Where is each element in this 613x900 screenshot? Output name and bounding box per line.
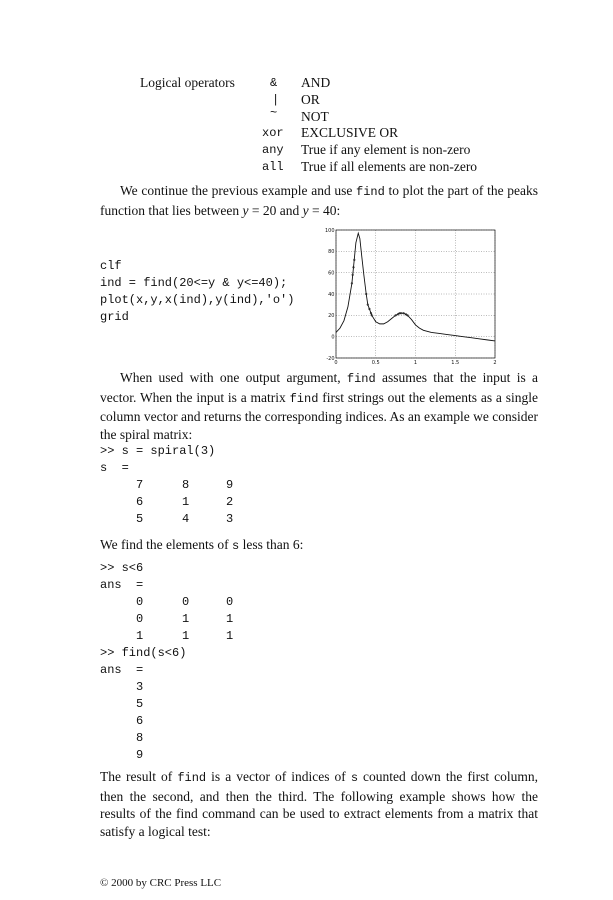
x-tick-label: 1 (413, 360, 418, 366)
vector-cell: 3 (136, 680, 144, 694)
matrix-cell: 9 (226, 478, 234, 492)
text: assumes that the input is a vector. When the input is a matrix (100, 370, 538, 405)
vector-cell: 5 (136, 697, 144, 711)
matrix-cell: 7 (136, 478, 144, 492)
operators-heading: Logical operators (140, 75, 235, 90)
matrix-cell: 1 (182, 629, 190, 643)
x-tick-label: 0.5 (371, 360, 380, 366)
paragraph-find (100, 369, 538, 443)
text: The result of (100, 769, 178, 784)
copyright-footer: © 2000 by CRC Press LLC (100, 877, 222, 889)
paragraph-less-than (100, 536, 538, 556)
inline-code: find (289, 391, 319, 406)
operator-symbol: ~ (270, 106, 278, 120)
operator-symbol: all (262, 160, 284, 174)
operator-description: OR (301, 92, 320, 107)
text: is a vector of indices of (206, 769, 351, 784)
x-tick-label: 1.5 (451, 360, 460, 366)
vector-cell: 6 (136, 714, 144, 728)
y-tick-label: 100 (324, 227, 335, 234)
operator-description: AND (301, 75, 331, 90)
y-tick-label: 40 (328, 291, 335, 298)
text: to plot the part of the peaks function that lies between (100, 183, 538, 218)
operator-symbol: | (272, 93, 280, 107)
x-tick-label: 2 (493, 360, 497, 366)
matrix-cell: 1 (226, 612, 234, 626)
matrix-cell: 1 (136, 629, 144, 643)
text: counted down the first column, then the second, and then the third. The following example shows how the results of the find command can be used to extract elements from a matrix that satisfy a logical test: (100, 769, 539, 839)
text: = 20 and (248, 202, 303, 218)
matrix-cell: 3 (226, 512, 234, 526)
operator-description: True if all elements are non-zero (301, 159, 478, 174)
paragraph-result (100, 768, 538, 840)
matrix-cell: 1 (182, 612, 190, 626)
matrix-cell: 8 (182, 478, 190, 492)
matrix-cell: 0 (182, 595, 190, 609)
math-var: y (242, 202, 249, 218)
operator-description: NOT (301, 109, 329, 124)
x-tick-label: 0 (334, 360, 338, 366)
paragraph-intro (100, 182, 538, 219)
matrix-cell: 4 (182, 512, 190, 526)
code-line: grid (100, 310, 129, 324)
inline-code: find (346, 372, 376, 386)
matrix-cell: 0 (226, 595, 234, 609)
text: We find the elements of (100, 537, 232, 552)
text: less than 6: (239, 537, 304, 552)
matrix-cell: 0 (136, 612, 144, 626)
operator-symbol: xor (262, 126, 284, 140)
matrix-cell: 6 (136, 495, 144, 509)
y-tick-label: 20 (328, 313, 335, 320)
math-var: y (302, 202, 309, 218)
operator-symbol: & (270, 76, 278, 90)
y-tick-label: 60 (328, 270, 335, 277)
y-tick-label: 80 (328, 249, 335, 256)
code-label: s = (100, 461, 129, 475)
operator-description: EXCLUSIVE OR (301, 125, 399, 140)
inline-code: s (350, 771, 359, 785)
series-line-peaks (336, 233, 495, 341)
text: = 40: (308, 202, 341, 218)
matrix-cell: 2 (226, 495, 234, 509)
vector-cell: 9 (136, 748, 144, 762)
inline-code: find (177, 771, 207, 785)
code-line: plot(x,y,x(ind),y(ind),'o') (100, 293, 295, 307)
matrix-cell: 1 (182, 495, 190, 509)
y-tick-label: -20 (326, 355, 335, 362)
matrix-cell: 5 (136, 512, 144, 526)
text: We continue the previous example and use (120, 183, 357, 198)
operator-symbol: any (262, 143, 284, 157)
code-command: >> find(s<6) (100, 646, 187, 660)
matrix-cell: 0 (136, 595, 144, 609)
inline-code: s (232, 539, 240, 553)
text: When used with one output argument, (120, 370, 347, 385)
inline-code: find (356, 185, 385, 199)
code-label: ans = (100, 578, 144, 592)
text: first strings out the elements as a single column vector and returns the corresponding indices. As an example we consider the spiral matrix: (100, 389, 538, 442)
code-line: clf (100, 259, 122, 273)
code-command: >> s = spiral(3) (100, 444, 216, 458)
code-line: ind = find(20<=y & y<=40); (100, 276, 288, 290)
vector-cell: 8 (136, 731, 144, 745)
peaks-plot (300, 222, 502, 368)
code-command: >> s<6 (100, 561, 144, 575)
matrix-cell: 1 (226, 629, 234, 643)
code-label: ans = (100, 663, 144, 677)
y-tick-label: 0 (331, 334, 335, 341)
operator-description: True if any element is non-zero (301, 142, 471, 157)
